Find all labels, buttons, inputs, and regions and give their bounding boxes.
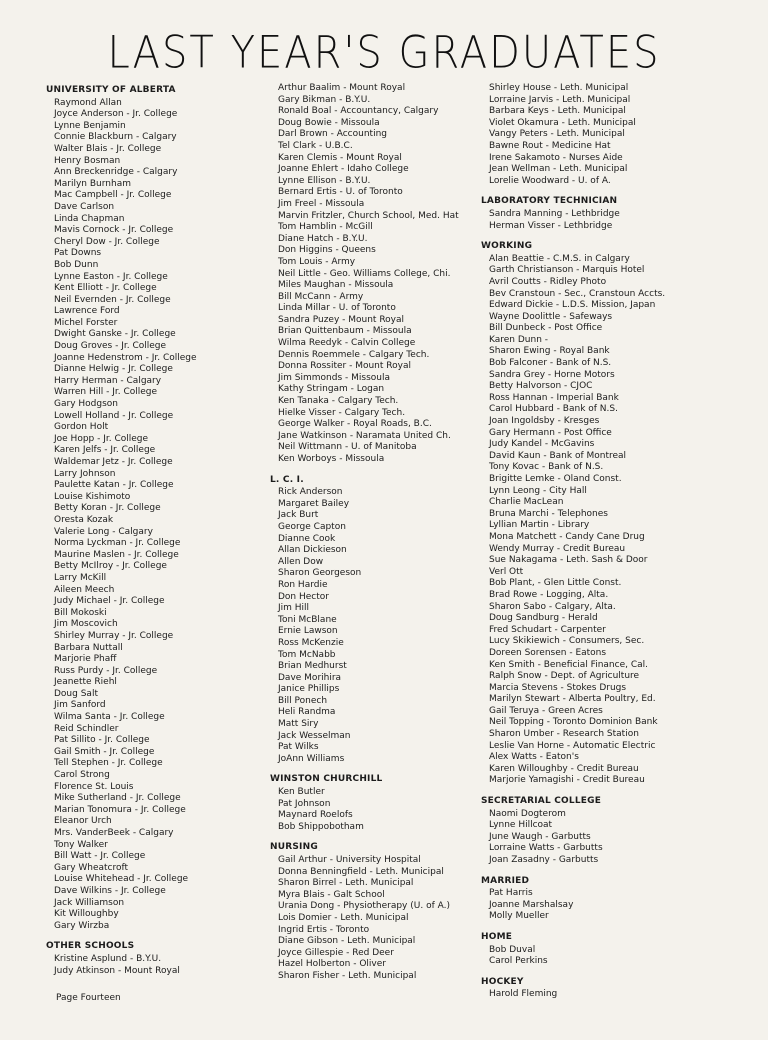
graduate-entry: Ross McKenzie [278,637,344,648]
graduate-entry: Marilyn Stewart - Alberta Poultry, Ed. [489,694,656,705]
graduate-list [481,989,721,1001]
graduate-entry: Gary Hodgson [54,399,118,410]
graduate-entry: Raymond Allan [54,97,122,108]
graduate-entry: Maurine Maslen - Jr. College [54,549,179,560]
graduate-entry: Garth Christianson - Marquis Hotel [489,265,645,276]
graduate-entry: Lynne Hillcoat [489,820,553,831]
column-3 [481,83,721,1010]
graduate-list [481,809,721,867]
graduate-entry: Lucy Skikiewich - Consumers, Sec. [489,636,645,647]
graduate-entry: Louise Kishimoto [54,491,131,502]
graduate-entry: Dave Wilkins - Jr. College [54,885,166,896]
graduate-entry: Doug Groves - Jr. College [54,341,167,352]
graduate-entry: Ken Worboys - Missoula [278,454,385,464]
graduate-entry: Jim Freel - Missoula [278,198,365,209]
graduate-entry: Gordon Holt [54,422,109,433]
graduate-entry: Gary Wheatcroft [54,862,129,873]
graduate-entry: Margaret Bailey [278,498,350,509]
graduate-entry: Toni McBlane [278,614,337,625]
graduate-section [481,796,721,867]
graduate-entry: Judy Kandel - McGavins [489,439,595,450]
graduate-entry: Eleanor Urch [54,816,112,827]
graduate-entry: Jim Simmonds - Missoula [278,372,390,383]
graduate-entry: Marian Tonomura - Jr. College [54,804,186,815]
graduate-entry: Alan Beattie - C.M.S. in Calgary [489,253,630,264]
graduate-entry: Lynn Leong - City Hall [489,485,587,496]
graduate-entry: Wilma Reedyk - Calvin College [278,338,416,349]
graduate-entry: Jeanette Riehl [54,677,117,688]
section-heading: L. C. I. [270,474,304,485]
graduate-entry: Russ Purdy - Jr. College [54,665,158,676]
graduate-entry: Urania Dong - Physiotherapy (U. of A.) [278,901,450,912]
graduate-entry: Sharon Sabo - Calgary, Alta. [489,601,616,612]
graduate-entry: Joe Hopp - Jr. College [54,433,149,444]
graduate-entry: Karen Dunn - [489,334,549,345]
graduate-entry: Reid Schindler [54,723,119,734]
graduate-entry: Sue Nakagama - Leth. Sash & Door [489,555,648,566]
graduate-entry: Miles Maughan - Missoula [278,280,394,291]
graduate-entry: Aileen Meech [54,584,115,595]
graduate-entry: Jim Moscovich [54,619,118,630]
graduate-entry: Bob Shippobotham [278,821,364,832]
graduate-entry: Larry Johnson [54,468,116,479]
graduate-entry: Cheryl Dow - Jr. College [54,236,160,247]
graduate-entry: Jack Williamson [54,897,125,908]
graduate-entry: Kristine Asplund - B.Y.U. [54,953,162,964]
graduate-entry: Joanne Hedenstrom - Jr. College [54,352,197,363]
graduate-entry: Lynne Easton - Jr. College [54,271,168,282]
graduate-entry: Verl Ott [489,566,524,577]
graduate-entry: Myra Blais - Galt School [278,889,385,900]
graduate-entry: Waldemar Jetz - Jr. College [54,457,173,467]
section-heading: LABORATORY TECHNICIAN [481,196,618,207]
graduate-entry: Bawne Rout - Medicine Hat [489,140,611,151]
graduate-entry: Ernie Lawson [278,626,338,637]
graduate-entry: Ken Tanaka - Calgary Tech. [278,396,399,407]
graduate-entry: Rick Anderson [278,487,343,498]
graduate-entry: Kathy Stringam - Logan [278,384,385,395]
graduate-entry: Betty Koran - Jr. College [54,503,161,514]
graduate-entry: Pat Johnson [278,798,331,809]
graduate-entry: Pat Sillito - Jr. College [54,735,150,746]
graduate-entry: Linda Millar - U. of Toronto [278,303,396,314]
graduate-entry: Gary Hermann - Post Office [489,427,612,438]
graduate-entry: Diane Hatch - B.Y.U. [278,233,368,244]
graduate-entry: Judy Atkinson - Mount Royal [54,965,180,976]
graduate-entry: Mike Sutherland - Jr. College [54,793,181,804]
graduate-entry: Lorraine Jarvis - Leth. Municipal [489,94,631,105]
graduate-entry: Lyllian Martin - Library [489,520,590,531]
graduate-entry: Carol Perkins [489,956,548,967]
graduate-entry: Ann Breckenridge - Calgary [54,167,178,178]
graduate-list [270,855,480,983]
graduate-entry: Edward Dickie - L.D.S. Mission, Japan [489,300,656,311]
graduate-entry: Donna Benningfield - Leth. Municipal [278,866,444,877]
page-footer: Page Fourteen [56,993,121,1003]
graduate-entry: Norma Lyckman - Jr. College [54,538,181,549]
graduate-entry: Bill Watt - Jr. College [54,851,146,862]
graduate-entry: Dianne Cook [278,533,336,544]
graduate-entry: Mrs. VanderBeek - Calgary [54,828,174,838]
graduate-entry: Gail Arthur - University Hospital [278,855,421,865]
page-title: LAST YEAR'S GRADUATES [107,27,661,79]
graduate-list [481,254,721,787]
graduate-section [481,196,721,232]
graduate-entry: Henry Bosman [54,155,121,166]
graduate-entry: Kent Elliott - Jr. College [54,283,157,294]
graduate-entry: Sandra Puzey - Mount Royal [278,314,405,325]
graduate-entry: Mona Matchett - Candy Cane Drug [489,531,645,542]
graduate-entry: Donna Rossiter - Mount Royal [278,361,411,372]
graduate-entry: Doug Bowie - Missoula [278,117,380,128]
graduate-entry: Allen Dow [278,556,324,567]
graduate-entry: Naomi Dogterom [489,808,566,819]
graduate-entry: Marilyn Burnham [54,178,131,189]
section-heading: HOME [481,931,513,942]
graduate-entry: Ken Butler [278,787,325,798]
graduate-entry: Marvin Fritzler, Church School, Med. Hat [278,210,459,221]
graduate-entry: Sharon Georgeson [278,568,362,579]
graduate-entry: Tom Louis - Army [278,256,356,267]
graduate-entry: Lorelie Woodward - U. of A. [489,175,611,186]
graduate-entry: Marcia Stevens - Stokes Drugs [489,682,627,693]
graduate-entry: Harold Fleming [489,989,558,1000]
graduate-entry: Dianne Helwig - Jr. College [54,364,173,375]
graduate-entry: Ron Hardie [278,579,328,590]
graduate-entry: Florence St. Louis [54,781,134,792]
graduate-entry: Marjorie Yamagishi - Credit Bureau [489,775,645,786]
graduate-entry: Jack Wesselman [278,730,351,741]
graduate-entry: Violet Okamura - Leth. Municipal [489,117,636,128]
section-heading: SECRETARIAL COLLEGE [481,796,602,807]
graduate-entry: Ken Smith - Beneficial Finance, Cal. [489,659,648,670]
graduate-entry: Jim Sanford [54,700,106,711]
graduate-entry: Bill Dunbeck - Post Office [489,323,603,334]
graduate-entry: Matt Siry [278,719,319,730]
graduate-entry: Pat Harris [489,888,533,899]
graduate-entry: Lorraine Watts - Garbutts [489,843,603,854]
graduate-entry: Jack Burt [278,510,319,521]
graduate-entry: Bob Duval [489,944,536,955]
section-heading: UNIVERSITY OF ALBERTA [46,85,176,95]
graduate-entry: Harry Herman - Calgary [54,375,162,386]
graduate-entry: Sharon Birrel - Leth. Municipal [278,878,414,889]
graduate-entry: Tony Walker [54,839,108,850]
graduate-entry: Karen Willoughby - Credit Bureau [489,763,639,774]
graduate-entry: Sharon Fisher - Leth. Municipal [278,970,417,981]
graduate-entry: Charlie MacLean [489,497,564,508]
graduate-entry: Irene Sakamoto - Nurses Aide [489,152,623,163]
graduate-entry: Jean Wellman - Leth. Municipal [489,164,628,175]
graduate-entry: Leslie Van Horne - Automatic Electric [489,740,656,751]
graduate-list [270,487,480,765]
graduate-entry: Tony Kovac - Bank of N.S. [489,462,604,473]
graduate-entry: George Walker - Royal Roads, B.C. [278,419,432,430]
graduate-entry: Dave Carlson [54,201,115,212]
graduate-entry: Neil Little - Geo. Williams College, Chi. [278,268,451,279]
graduate-entry: Don Higgins - Queens [278,245,376,256]
graduate-entry: Pat Wilks [278,742,319,753]
graduate-entry: Gail Teruya - Green Acres [489,705,603,716]
graduate-entry: Hazel Holberton - Oliver [278,959,386,970]
graduate-list [46,98,261,933]
graduate-section [481,83,721,187]
graduate-entry: Linda Chapman [54,213,125,224]
graduate-entry: Ingrid Ertis - Toronto [278,924,370,935]
graduate-entry: Lawrence Ford [54,306,120,317]
graduate-section [270,83,480,466]
graduate-entry: Doug Salt [54,688,98,699]
graduate-entry: June Waugh - Garbutts [489,831,591,842]
section-heading: WORKING [481,241,533,252]
graduate-entry: Allan Dickieson [278,545,347,556]
graduate-entry: Bob Falconer - Bank of N.S. [489,358,612,369]
graduate-entry: Joan Zasadny - Garbutts [489,855,599,865]
graduate-entry: Bob Dunn [54,259,99,270]
graduate-entry: Valerie Long - Calgary [54,526,153,537]
graduate-entry: Joyce Anderson - Jr. College [54,109,178,120]
graduate-entry: Lowell Holland - Jr. College [54,410,174,421]
graduate-entry: Darl Brown - Accounting [278,129,387,140]
graduate-entry: Gary Wirzba [54,920,110,931]
graduate-entry: Sandra Grey - Horne Motors [489,369,615,380]
graduate-entry: Karen Clemis - Mount Royal [278,152,402,163]
graduate-entry: Hielke Visser - Calgary Tech. [278,407,406,418]
graduate-entry: Jim Hill [278,603,310,614]
graduate-entry: George Capton [278,521,346,532]
graduate-entry: Brigitte Lemke - Oland Const. [489,474,622,484]
graduate-entry: Betty McIlroy - Jr. College [54,561,167,572]
graduate-entry: Oresta Kozak [54,514,114,525]
graduate-entry: Ross Hannan - Imperial Bank [489,392,619,403]
graduate-entry: Mac Campbell - Jr. College [54,190,172,201]
graduate-section [481,241,721,787]
graduate-entry: Warren Hill - Jr. College [54,387,158,398]
graduate-entry: Bev Cranstoun - Sec., Cranstoun Accts. [489,288,666,299]
graduate-entry: Gary Bikman - B.Y.U. [278,94,371,105]
section-heading: MARRIED [481,875,530,886]
graduate-entry: Marjorie Phaff [54,654,117,665]
graduate-section [270,774,480,833]
graduate-entry: Gail Smith - Jr. College [54,746,155,757]
graduate-entry: Ralph Snow - Dept. of Agriculture [489,671,640,682]
graduate-entry: Louise Whitehead - Jr. College [54,874,189,885]
graduate-entry: Carol Hubbard - Bank of N.S. [489,404,618,415]
graduate-entry: Betty Halvorson - CJOC [489,381,593,392]
graduate-entry: Judy Michael - Jr. College [54,596,165,607]
graduate-entry: Dennis Roemmele - Calgary Tech. [278,349,430,360]
graduate-section [46,941,261,977]
graduate-entry: Mavis Cornock - Jr. College [54,225,174,236]
graduate-section [481,876,721,923]
column-2 [270,83,480,992]
graduate-entry: Tom Hamblin - McGill [278,222,373,233]
graduate-entry: Bernard Ertis - U. of Toronto [278,187,403,198]
graduate-entry: Vangy Peters - Leth. Municipal [489,129,625,140]
graduate-entry: Joyce Gillespie - Red Deer [278,947,394,958]
graduate-entry: Bruna Marchi - Telephones [489,508,608,519]
graduate-entry: Doug Sandburg - Herald [489,613,598,624]
graduate-entry: Michel Forster [54,317,118,328]
graduate-entry: JoAnn Williams [278,753,345,764]
section-heading: OTHER SCHOOLS [46,941,135,952]
graduate-entry: Avril Coutts - Ridley Photo [489,276,607,287]
graduate-entry: Janice Phillips [278,684,340,695]
graduate-entry: Joanne Marshalsay [489,899,574,910]
graduate-entry: Don Hector [278,591,329,602]
graduate-entry: Brad Rowe - Logging, Alta. [489,589,609,600]
graduate-entry: Bill Ponech [278,695,328,706]
graduate-entry: Molly Mueller [489,911,549,922]
graduate-entry: Maynard Roelofs [278,810,353,821]
graduate-entry: Barbara Keys - Leth. Municipal [489,106,626,117]
graduate-entry: Brian Quittenbaum - Missoula [278,326,412,337]
graduate-entry: Barbara Nuttall [54,642,123,653]
graduate-entry: Tell Stephen - Jr. College [54,758,163,769]
graduate-entry: Shirley House - Leth. Municipal [489,83,629,93]
graduate-list [46,954,261,977]
graduate-entry: David Kaun - Bank of Montreal [489,450,627,461]
graduate-list [481,209,721,232]
graduate-entry: Diane Gibson - Leth. Municipal [278,936,416,947]
graduate-list [270,83,480,466]
graduate-entry: Herman Visser - Lethbridge [489,220,613,231]
graduate-entry: Brian Medhurst [278,661,347,672]
graduate-entry: Sharon Umber - Research Station [489,729,639,740]
graduate-entry: Doreen Sorensen - Eatons [489,647,607,658]
graduate-entry: Tel Clark - U.B.C. [278,140,353,151]
graduate-entry: Walter Blais - Jr. College [54,143,162,154]
graduate-entry: Jane Watkinson - Naramata United Ch. [278,430,451,441]
section-heading: NURSING [270,842,318,853]
graduate-list [481,83,721,187]
graduate-section [270,842,480,982]
section-heading: WINSTON CHURCHILL [270,774,383,785]
graduate-list [270,787,480,833]
graduate-entry: Wendy Murray - Credit Bureau [489,543,626,554]
graduate-section [270,475,480,766]
graduate-entry: Paulette Katan - Jr. College [54,480,174,491]
graduate-entry: Karen Jelfs - Jr. College [54,445,156,456]
graduate-entry: Tom McNabb [278,649,336,660]
graduate-entry: Bill McCann - Army [278,291,364,302]
graduate-entry: Bill Mokoski [54,607,107,618]
graduate-entry: Pat Downs [54,248,102,259]
graduate-section [481,932,721,968]
graduate-entry: Connie Blackburn - Calgary [54,132,177,143]
graduate-entry: Larry McKill [54,572,107,583]
graduate-entry: Neil Evernden - Jr. College [54,294,171,305]
graduate-list [481,945,721,968]
graduate-entry: Neil Wittmann - U. of Manitoba [278,442,417,453]
graduate-entry: Lois Domier - Leth. Municipal [278,912,409,923]
graduate-entry: Sharon Ewing - Royal Bank [489,346,610,357]
graduate-section [481,977,721,1001]
graduate-list [481,888,721,923]
section-heading: HOCKEY [481,976,524,987]
graduate-entry: Joan Ingoldsby - Kresges [489,416,600,427]
graduate-entry: Alex Watts - Eaton's [489,752,579,763]
graduate-entry: Lynne Benjamin [54,120,126,131]
graduate-entry: Dave Morihira [278,672,342,683]
graduate-entry: Ronald Boal - Accountancy, Calgary [278,106,439,117]
column-1 [46,85,261,986]
graduate-entry: Shirley Murray - Jr. College [54,630,174,641]
graduate-entry: Wilma Santa - Jr. College [54,712,165,723]
graduate-entry: Lynne Ellison - B.Y.U. [278,175,371,186]
graduate-entry: Bob Plant, - Glen Little Const. [489,578,622,589]
graduate-entry: Sandra Manning - Lethbridge [489,208,620,219]
graduate-entry: Arthur Baalim - Mount Royal [278,83,406,93]
graduate-entry: Dwight Ganske - Jr. College [54,329,176,340]
graduate-section [46,85,261,932]
graduate-entry: Heli Randma [278,707,336,718]
graduate-entry: Kit Willoughby [54,909,119,920]
graduate-entry: Joanne Ehlert - Idaho College [278,164,409,175]
graduate-entry: Wayne Doolittle - Safeways [489,311,613,322]
graduate-entry: Neil Topping - Toronto Dominion Bank [489,717,658,728]
graduate-entry: Fred Schudart - Carpenter [489,624,606,635]
graduate-entry: Carol Strong [54,770,110,781]
